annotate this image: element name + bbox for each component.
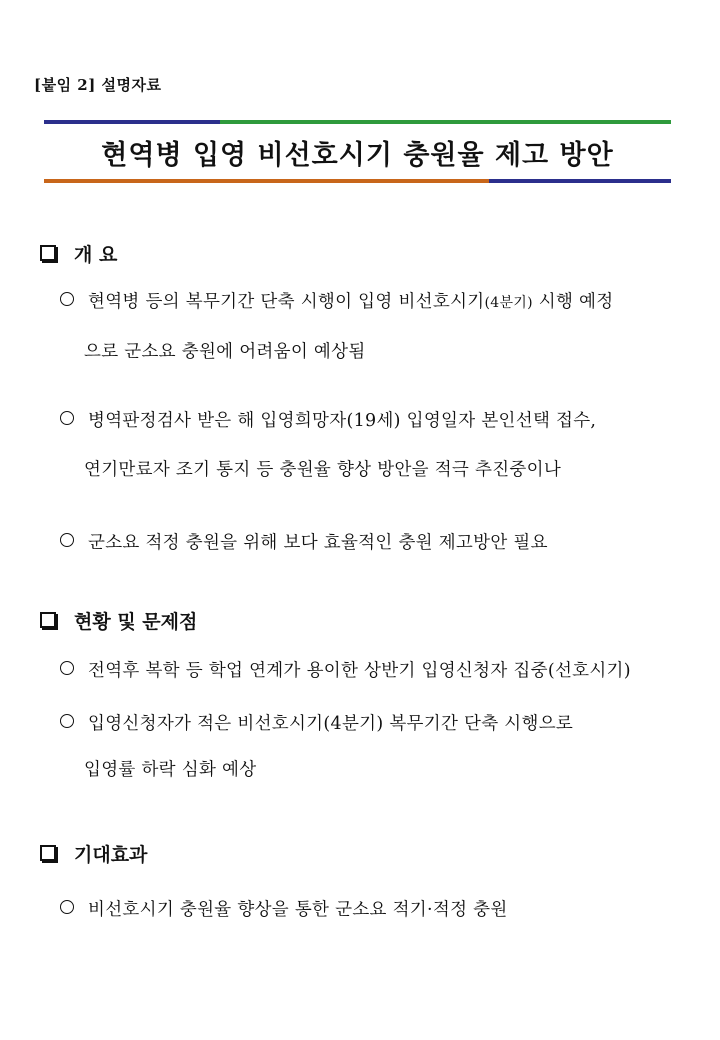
circle-bullet-icon [60, 533, 74, 547]
circle-bullet-icon [60, 292, 74, 306]
list-item: 현역병 등의 복무기간 단축 시행이 입영 비선호시기(4분기) 시행 예정 으로 군소요 충원에 어려움이 예상됨 [60, 278, 690, 377]
document-title: 현역병 입영 비선호시기 충원율 제고 방안 [101, 140, 614, 171]
checkbox-square-icon [40, 245, 56, 261]
list-item: 비선호시기 충원율 향상을 통한 군소요 적기·적정 충원 [60, 886, 690, 935]
list-item: 군소요 적정 충원을 위해 보다 효율적인 충원 제고방안 필요 [60, 519, 690, 568]
title-top-rule [44, 120, 671, 124]
title-box [44, 120, 671, 183]
section-heading-status: 현황 및 문제점 [40, 607, 197, 634]
checkbox-square-icon [40, 612, 56, 628]
title-bottom-rule [44, 179, 671, 183]
list-item: 전역후 복학 등 학업 연계가 용이한 상반기 입영신청자 집중(선호시기) [60, 647, 690, 696]
list-item: 병역판정검사 받은 해 입영희망자(19세) 입영일자 본인선택 접수, 연기만료자 조기 통지 등 충원율 향상 방안을 적극 추진중이나 [60, 397, 690, 495]
circle-bullet-icon [60, 411, 74, 425]
section-heading-expected-effects: 기대효과 [40, 840, 147, 867]
checkbox-square-icon [40, 845, 56, 861]
circle-bullet-icon [60, 900, 74, 914]
list-item: 입영신청자가 적은 비선호시기(4분기) 복무기간 단축 시행으로 입영률 하락 심화 예상 [60, 701, 690, 793]
attachment-label: [붙임 2] 설명자료 [34, 76, 162, 94]
circle-bullet-icon [60, 714, 74, 728]
circle-bullet-icon [60, 661, 74, 675]
section-heading-overview: 개 요 [40, 240, 117, 267]
